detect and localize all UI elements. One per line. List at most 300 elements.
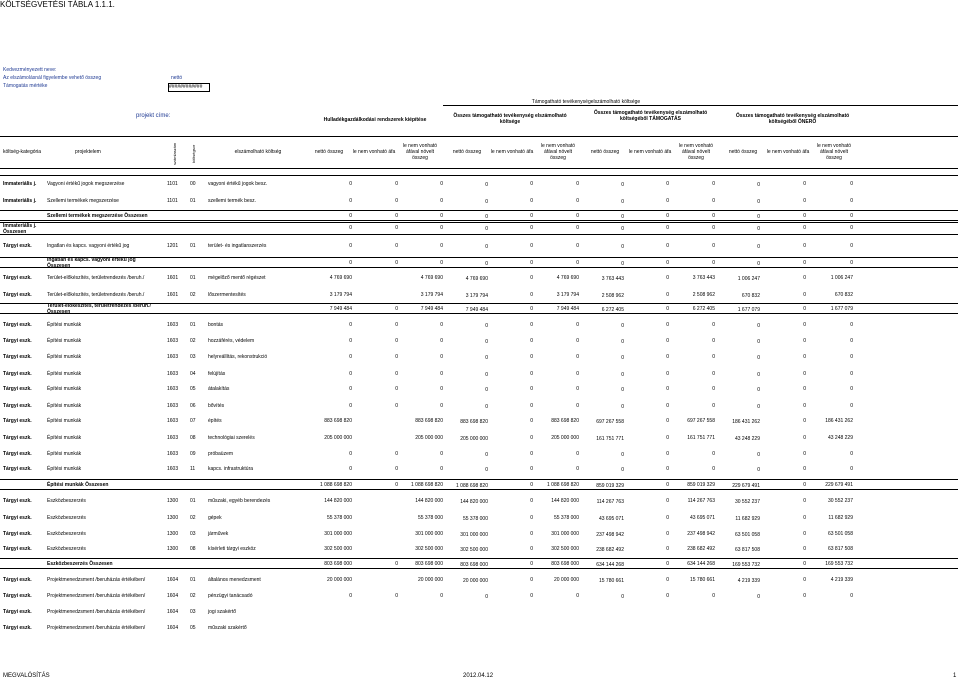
row-account-code: 1603 <box>167 371 179 377</box>
row-cost-line: 03 <box>190 609 196 615</box>
row-item: Építési munkák <box>47 466 82 472</box>
row-value: 0 <box>621 387 624 393</box>
row-value: 15 780 661 <box>689 577 715 583</box>
row-cost-line: 00 <box>190 181 196 187</box>
row-value: 3 179 794 <box>420 292 443 298</box>
row-value: 0 <box>757 226 760 232</box>
row-value: 0 <box>485 404 488 410</box>
row-value: 0 <box>530 243 533 249</box>
row-value: 43 248 229 <box>734 436 760 442</box>
row-value: 0 <box>576 354 579 360</box>
row-cost-line: 05 <box>190 625 196 631</box>
row-value: 0 <box>621 355 624 361</box>
row-description: általános menedzsment <box>208 577 261 583</box>
col-vat-3: le nem vonható áfa <box>628 149 672 155</box>
row-account-code: 1300 <box>167 531 179 537</box>
row-value: 11 682 929 <box>735 516 760 522</box>
row-value: 3 179 794 <box>329 292 352 298</box>
row-value: 0 <box>666 198 669 204</box>
table-row <box>0 243 960 254</box>
row-category: Tárgyi eszk. <box>3 625 32 631</box>
row-cost-line: 01 <box>190 322 196 328</box>
row-value: 0 <box>349 260 352 266</box>
row-cost-line: 02 <box>190 292 196 298</box>
row-value: 0 <box>576 225 579 231</box>
row-value: 1 088 698 820 <box>320 482 352 488</box>
row-value: 0 <box>850 225 853 231</box>
row-cost-line: 01 <box>190 498 196 504</box>
row-value: 20 000 000 <box>553 577 579 583</box>
row-value: 301 000 000 <box>551 531 579 537</box>
table-row <box>0 435 960 446</box>
row-description: mégelőző mentő régészet <box>208 275 266 281</box>
row-description: jogi szakértő <box>208 609 237 615</box>
col-vat-4: le nem vonható áfa <box>766 149 810 155</box>
row-value: 0 <box>395 482 398 488</box>
row-value: 0 <box>576 371 579 377</box>
row-value: 0 <box>803 418 806 424</box>
row-account-code: 1603 <box>167 354 179 360</box>
row-item: Eszközbeszerzés <box>47 498 86 504</box>
row-value: 0 <box>621 214 624 220</box>
row-value: 0 <box>757 355 760 361</box>
row-value: 20 000 000 <box>417 577 443 583</box>
col-gross-1: le nem vonható áfával növelt összeg <box>402 143 438 161</box>
row-value: 0 <box>530 322 533 328</box>
row-value: 0 <box>666 531 669 537</box>
row-value: 0 <box>440 198 443 204</box>
row-value: 0 <box>530 306 533 312</box>
row-value: 0 <box>621 594 624 600</box>
row-item: Projektmenedzsment /beruházás értékében/ <box>47 609 146 615</box>
row-category: Tárgyi eszk. <box>3 577 32 583</box>
row-value: 0 <box>850 354 853 360</box>
row-value: 0 <box>440 403 443 409</box>
row-category: Tárgyi eszk. <box>3 403 32 409</box>
col-code1: számlaszám <box>172 142 177 166</box>
table-row <box>0 354 960 365</box>
row-value: 205 000 000 <box>415 435 443 441</box>
row-account-code: 1604 <box>167 609 179 615</box>
row-value: 0 <box>712 260 715 266</box>
row-account-code: 1603 <box>167 403 179 409</box>
row-value: 0 <box>395 260 398 266</box>
row-cost-line: 01 <box>190 577 196 583</box>
row-value: 0 <box>530 213 533 219</box>
row-value: 0 <box>349 322 352 328</box>
col-code2: költségsor <box>191 144 196 164</box>
row-value: 0 <box>712 386 715 392</box>
row-value: 0 <box>530 531 533 537</box>
row-account-code: 1603 <box>167 386 179 392</box>
table-row <box>0 609 960 620</box>
row-value: 0 <box>440 225 443 231</box>
row-value: 0 <box>803 371 806 377</box>
row-value: 0 <box>666 181 669 187</box>
row-value: 0 <box>712 371 715 377</box>
row-value: 883 698 820 <box>460 419 488 425</box>
page-title: KÖLTSÉGVETÉSI TÁBLA 1.1.1. <box>0 0 115 9</box>
row-value: 0 <box>757 387 760 393</box>
row-value: 0 <box>576 386 579 392</box>
row-value: 0 <box>666 546 669 552</box>
col-cost: elszámolható költség <box>234 149 282 155</box>
row-value: 161 751 771 <box>596 436 624 442</box>
row-value: 0 <box>530 435 533 441</box>
row-value: 0 <box>530 260 533 266</box>
row-value: 302 500 000 <box>551 546 579 552</box>
row-value: 0 <box>803 498 806 504</box>
row-value: 55 378 000 <box>462 516 488 522</box>
row-value: 3 179 794 <box>556 292 579 298</box>
row-category: Tárgyi eszk. <box>3 531 32 537</box>
row-value: 0 <box>395 181 398 187</box>
row-item: Építési munkák <box>47 403 82 409</box>
row-account-code: 1603 <box>167 451 179 457</box>
row-value: 0 <box>666 403 669 409</box>
row-value: 0 <box>485 182 488 188</box>
row-account-code: 1604 <box>167 593 179 599</box>
row-value: 697 267 558 <box>687 418 715 424</box>
row-value: 0 <box>440 371 443 377</box>
row-value: 0 <box>576 593 579 599</box>
row-account-code: 1601 <box>167 292 179 298</box>
row-value: 43 695 071 <box>689 515 715 521</box>
row-description: műszaki szakértő <box>208 625 247 631</box>
row-value: 0 <box>530 181 533 187</box>
row-description: kísérleti tárgyi eszköz <box>208 546 256 552</box>
row-value: 0 <box>576 243 579 249</box>
row-value: 0 <box>440 213 443 219</box>
row-value: 161 751 771 <box>687 435 715 441</box>
row-value: 0 <box>803 561 806 567</box>
row-description: lőszermentesítés <box>208 292 246 298</box>
row-description: bővítés <box>208 403 225 409</box>
row-value: 0 <box>666 593 669 599</box>
row-cost-line: 03 <box>190 354 196 360</box>
row-value: 0 <box>485 387 488 393</box>
row-value: 0 <box>530 577 533 583</box>
row-value: 0 <box>621 339 624 345</box>
row-value: 0 <box>485 372 488 378</box>
row-value: 0 <box>803 243 806 249</box>
row-value: 229 679 491 <box>825 482 853 488</box>
row-value: 0 <box>485 323 488 329</box>
row-cost-line: 02 <box>190 593 196 599</box>
subtotal-row <box>0 303 960 317</box>
row-value: 883 698 820 <box>324 418 352 424</box>
row-value: 0 <box>349 243 352 249</box>
row-value: 803 698 000 <box>551 561 579 567</box>
row-value: 144 820 000 <box>415 498 443 504</box>
row-category: Tárgyi eszk. <box>3 371 32 377</box>
row-value: 63 817 508 <box>734 547 760 553</box>
row-value: 0 <box>757 372 760 378</box>
row-value: 301 000 000 <box>460 532 488 538</box>
row-cost-line: 05 <box>190 386 196 392</box>
row-value: 30 552 237 <box>734 499 760 505</box>
row-value: 0 <box>666 225 669 231</box>
row-value: 6 272 405 <box>601 307 624 313</box>
row-value: 0 <box>349 198 352 204</box>
row-value: 0 <box>395 322 398 328</box>
subtotal-row <box>0 482 960 493</box>
row-value: 670 832 <box>741 293 760 299</box>
row-value: 4 769 690 <box>329 275 352 281</box>
row-item: Ingatlan és kapcs. vagyoni értékű jog <box>47 243 130 249</box>
row-description: terület- és ingatlanszerzés <box>208 243 267 249</box>
row-value: 0 <box>803 386 806 392</box>
row-category: Tárgyi eszk. <box>3 243 32 249</box>
row-value: 0 <box>850 338 853 344</box>
row-value: 0 <box>349 181 352 187</box>
row-value: 0 <box>850 213 853 219</box>
table-row <box>0 498 960 509</box>
row-value: 0 <box>803 213 806 219</box>
row-value: 144 820 000 <box>551 498 579 504</box>
row-value: 0 <box>666 275 669 281</box>
row-value: 0 <box>485 594 488 600</box>
row-value: 0 <box>803 338 806 344</box>
row-value: 0 <box>757 244 760 250</box>
row-value: 1 677 079 <box>737 307 760 313</box>
row-value: 0 <box>757 323 760 329</box>
row-category: Tárgyi eszk. <box>3 292 32 298</box>
row-account-code: 1601 <box>167 275 179 281</box>
table-row <box>0 466 960 477</box>
row-value: 0 <box>530 225 533 231</box>
row-value: 0 <box>803 292 806 298</box>
table-row <box>0 593 960 604</box>
row-value: 43 248 229 <box>827 435 853 441</box>
row-value: 0 <box>576 466 579 472</box>
row-value: 0 <box>530 466 533 472</box>
row-value: 186 431 262 <box>825 418 853 424</box>
row-item: Projektmenedzsment /beruházás értékében/ <box>47 625 146 631</box>
row-category: Tárgyi eszk. <box>3 386 32 392</box>
row-value: 0 <box>530 386 533 392</box>
row-value: 0 <box>576 213 579 219</box>
row-value: 0 <box>712 451 715 457</box>
row-value: 0 <box>349 403 352 409</box>
row-item: Építési munkák <box>47 418 82 424</box>
row-value: 0 <box>530 403 533 409</box>
row-description: járművek <box>208 531 229 537</box>
row-value: 0 <box>349 451 352 457</box>
table-row <box>0 181 960 192</box>
row-value: 0 <box>666 482 669 488</box>
row-value: 4 769 690 <box>465 276 488 282</box>
row-value: 0 <box>349 213 352 219</box>
row-value: 0 <box>757 339 760 345</box>
row-value: 0 <box>485 244 488 250</box>
row-value: 0 <box>666 466 669 472</box>
col-item: projektelem <box>75 149 101 155</box>
own-title: Összes támogatható tevékenység elszámolható költségéből ÖNERŐ <box>735 113 850 125</box>
row-value: 302 500 000 <box>415 546 443 552</box>
row-value: 0 <box>803 198 806 204</box>
row-value: 0 <box>666 213 669 219</box>
beneficiary-label <box>3 67 56 73</box>
row-category: Immateriális j. <box>3 181 37 187</box>
row-description: helyreállítás, rekonstrukció <box>208 354 268 360</box>
row-value: 0 <box>530 593 533 599</box>
row-value: 0 <box>666 577 669 583</box>
row-item: Terület-előkészítés, területrendezés /beruh./ <box>47 292 145 298</box>
row-value: 0 <box>666 371 669 377</box>
row-value: 0 <box>621 182 624 188</box>
table-row <box>0 386 960 397</box>
row-value: 0 <box>621 404 624 410</box>
row-value: 0 <box>395 306 398 312</box>
row-description: műszaki, egyéb berendezés <box>208 498 271 504</box>
row-value: 0 <box>666 306 669 312</box>
row-value: 0 <box>349 354 352 360</box>
row-value: 0 <box>485 452 488 458</box>
subtotal-row <box>0 561 960 572</box>
row-value: 0 <box>757 182 760 188</box>
row-cost-line: 02 <box>190 515 196 521</box>
row-account-code: 1201 <box>167 243 179 249</box>
row-cost-line: 04 <box>190 371 196 377</box>
row-value: 0 <box>666 418 669 424</box>
row-value: 0 <box>621 467 624 473</box>
row-value: 0 <box>485 467 488 473</box>
col-gross-3: le nem vonható áfával növelt összeg <box>678 143 714 161</box>
row-value: 0 <box>803 354 806 360</box>
cost-basis-row <box>3 75 223 81</box>
row-item: Építési munkák <box>47 451 82 457</box>
row-description: kapcs. infrastruktúra <box>208 466 254 472</box>
row-value: 0 <box>530 338 533 344</box>
table-row <box>0 275 960 286</box>
row-value: 0 <box>440 451 443 457</box>
row-cost-line: 01 <box>190 198 196 204</box>
row-value: 3 763 443 <box>692 275 715 281</box>
row-value: 0 <box>395 466 398 472</box>
row-description: felújítás <box>208 371 226 377</box>
project-label: projekt címe: <box>136 113 171 119</box>
row-value: 0 <box>576 322 579 328</box>
row-value: 0 <box>850 451 853 457</box>
row-value: 0 <box>530 275 533 281</box>
row-value: 0 <box>530 498 533 504</box>
table-row <box>0 546 960 557</box>
row-value: 0 <box>485 226 488 232</box>
row-value: 0 <box>712 243 715 249</box>
beneficiary-label-text: Kedvezményezett neve: <box>3 67 57 73</box>
row-value: 20 000 000 <box>462 578 488 584</box>
row-value: 697 267 558 <box>596 419 624 425</box>
row-description: próbaüzem <box>208 451 234 457</box>
row-cost-line: 03 <box>190 531 196 537</box>
row-value: 803 698 000 <box>324 561 352 567</box>
row-item: Építési munkák <box>47 386 82 392</box>
row-value: 301 000 000 <box>415 531 443 537</box>
row-category: Tárgyi eszk. <box>3 418 32 424</box>
col-gross-2: le nem vonható áfával növelt összeg <box>540 143 576 161</box>
row-account-code: 1603 <box>167 322 179 328</box>
row-value: 0 <box>803 482 806 488</box>
row-value: 0 <box>712 338 715 344</box>
row-category: Tárgyi eszk. <box>3 435 32 441</box>
row-value: 43 695 071 <box>598 516 624 522</box>
subtotal-row <box>0 225 960 236</box>
row-value: 0 <box>850 386 853 392</box>
row-value: 63 501 058 <box>827 531 853 537</box>
row-item: Eszközbeszerzés Összesen <box>47 561 113 567</box>
table-row <box>0 292 960 303</box>
row-value: 2 508 962 <box>601 293 624 299</box>
row-value: 1 006 247 <box>830 275 853 281</box>
row-value: 55 378 000 <box>326 515 352 521</box>
row-account-code: 1300 <box>167 498 179 504</box>
row-value: 0 <box>621 323 624 329</box>
row-description: hozzáférés, védelem <box>208 338 255 344</box>
row-value: 144 820 000 <box>460 499 488 505</box>
row-value: 4 769 690 <box>420 275 443 281</box>
row-value: 0 <box>757 404 760 410</box>
row-value: 0 <box>530 418 533 424</box>
row-value: 0 <box>530 561 533 567</box>
support-rate-value[interactable]: ############ <box>168 83 210 92</box>
row-value: 0 <box>757 452 760 458</box>
row-value: 803 698 000 <box>460 562 488 568</box>
row-value: 1 006 247 <box>737 276 760 282</box>
row-value: 55 378 000 <box>553 515 579 521</box>
row-value: 0 <box>712 593 715 599</box>
row-value: 238 682 492 <box>687 546 715 552</box>
row-item: Építési munkák <box>47 322 82 328</box>
row-value: 0 <box>440 593 443 599</box>
row-item: Eszközbeszerzés <box>47 515 86 521</box>
col-vat-1: le nem vonható áfa <box>352 149 396 155</box>
row-value: 4 219 339 <box>737 578 760 584</box>
row-value: 0 <box>803 225 806 231</box>
row-value: 0 <box>803 531 806 537</box>
row-value: 0 <box>803 322 806 328</box>
row-value: 0 <box>485 339 488 345</box>
row-value: 0 <box>850 322 853 328</box>
row-value: 0 <box>712 225 715 231</box>
row-value: 634 144 268 <box>687 561 715 567</box>
row-value: 0 <box>395 213 398 219</box>
row-cost-line: 01 <box>190 275 196 281</box>
table-row <box>0 515 960 526</box>
row-value: 0 <box>530 482 533 488</box>
row-account-code: 1603 <box>167 338 179 344</box>
table-row <box>0 625 960 636</box>
table-row <box>0 451 960 462</box>
row-value: 144 820 000 <box>324 498 352 504</box>
row-value: 11 682 929 <box>828 515 853 521</box>
row-value: 0 <box>576 403 579 409</box>
support-rate-label <box>3 83 47 89</box>
row-value: 205 000 000 <box>324 435 352 441</box>
row-item: Eszközbeszerzés <box>47 531 86 537</box>
row-value: 0 <box>485 355 488 361</box>
row-value: 4 219 339 <box>830 577 853 583</box>
row-value: 0 <box>757 214 760 220</box>
row-value: 55 378 000 <box>417 515 443 521</box>
row-value: 2 508 962 <box>692 292 715 298</box>
row-value: 0 <box>803 546 806 552</box>
row-item: Építési munkák <box>47 435 82 441</box>
table-row <box>0 531 960 542</box>
row-value: 0 <box>666 338 669 344</box>
row-value: 0 <box>712 181 715 187</box>
row-description: vagyoni értékű jogok besz. <box>208 181 268 187</box>
